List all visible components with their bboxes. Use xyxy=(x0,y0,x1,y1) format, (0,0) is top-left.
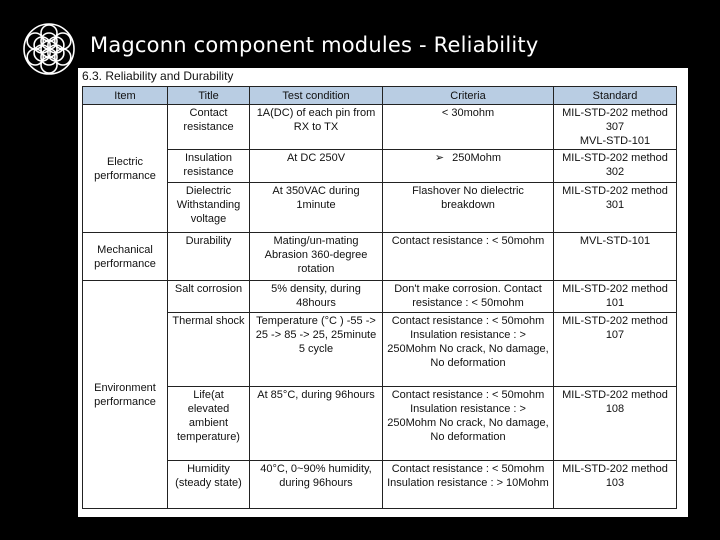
row-condition: Temperature (°C ) -55 -> 25 -> 85 -> 25, 25minute 5 cycle xyxy=(250,313,383,387)
document-image xyxy=(78,68,688,517)
standard-primary: MIL-STD-202 method 307 xyxy=(562,107,668,133)
row-condition: 40°C, 0~90% humidity, during 96hours xyxy=(250,461,383,509)
row-condition: At 85°C, during 96hours xyxy=(250,387,383,461)
column-header-title: Title xyxy=(168,87,250,105)
flower-of-life-icon xyxy=(22,22,76,76)
row-criteria: Contact resistance : < 50mohm Insulation resistance : > 250Mohm No crack, No damage, No deformation xyxy=(383,313,554,387)
row-standard: MIL-STD-202 method 302 xyxy=(554,150,677,183)
row-standard: MIL-STD-202 method 108 xyxy=(554,387,677,461)
table-row xyxy=(83,105,677,150)
row-title: Humidity (steady state) xyxy=(168,461,250,509)
row-criteria: Contact resistance : < 50mohm Insulation resistance : > 10Mohm xyxy=(383,461,554,509)
row-criteria: Contact resistance : < 50mohm xyxy=(383,233,554,281)
row-criteria: Flashover No dielectric breakdown xyxy=(383,183,554,233)
table-row xyxy=(83,281,677,313)
row-standard xyxy=(554,105,677,150)
row-standard: MIL-STD-202 method 107 xyxy=(554,313,677,387)
row-title: Contact resistance xyxy=(168,105,250,150)
row-condition: 5% density, during 48hours xyxy=(250,281,383,313)
row-standard: MVL-STD-101 xyxy=(554,233,677,281)
table-row xyxy=(83,233,677,281)
section-heading: 6.3. Reliability and Durability xyxy=(82,69,234,83)
row-criteria xyxy=(383,150,554,183)
row-title: Dielectric Withstanding voltage xyxy=(168,183,250,233)
arrow-bullet-icon: ➢ xyxy=(434,152,445,164)
table-row xyxy=(83,387,677,461)
table-header-row xyxy=(83,87,677,105)
group-environment: Environment performance xyxy=(83,281,168,509)
column-header-test-condition: Test condition xyxy=(250,87,383,105)
row-criteria: < 30mohm xyxy=(383,105,554,150)
table-row xyxy=(83,183,677,233)
table-row xyxy=(83,313,677,387)
row-title: Thermal shock xyxy=(168,313,250,387)
row-criteria: Don't make corrosion. Contact resistance : < 50mohm xyxy=(383,281,554,313)
row-criteria: Contact resistance : < 50mohm Insulation resistance : > 250Mohm No crack, No damage, No deformation xyxy=(383,387,554,461)
row-standard: MIL-STD-202 method 101 xyxy=(554,281,677,313)
group-mechanical: Mechanical performance xyxy=(83,233,168,281)
row-condition: 1A(DC) of each pin from RX to TX xyxy=(250,105,383,150)
standard-secondary: MVL-STD-101 xyxy=(579,135,651,147)
row-title: Durability xyxy=(168,233,250,281)
group-electric: Electric performance xyxy=(83,105,168,233)
row-title: Life(at elevated ambient temperature) xyxy=(168,387,250,461)
column-header-criteria: Criteria xyxy=(383,87,554,105)
table-row xyxy=(83,150,677,183)
column-header-item: Item xyxy=(83,87,168,105)
slide-title: Magconn component modules - Reliability xyxy=(90,33,539,57)
row-condition: At DC 250V xyxy=(250,150,383,183)
row-title: Insulation resistance xyxy=(168,150,250,183)
row-standard: MIL-STD-202 method 103 xyxy=(554,461,677,509)
reliability-table xyxy=(82,86,677,509)
row-condition: At 350VAC during 1minute xyxy=(250,183,383,233)
table-row xyxy=(83,461,677,509)
criteria-text: 250Mohm xyxy=(452,152,502,164)
row-title: Salt corrosion xyxy=(168,281,250,313)
row-condition: Mating/un-mating Abrasion 360-degree rotation xyxy=(250,233,383,281)
row-standard: MIL-STD-202 method 301 xyxy=(554,183,677,233)
column-header-standard: Standard xyxy=(554,87,677,105)
